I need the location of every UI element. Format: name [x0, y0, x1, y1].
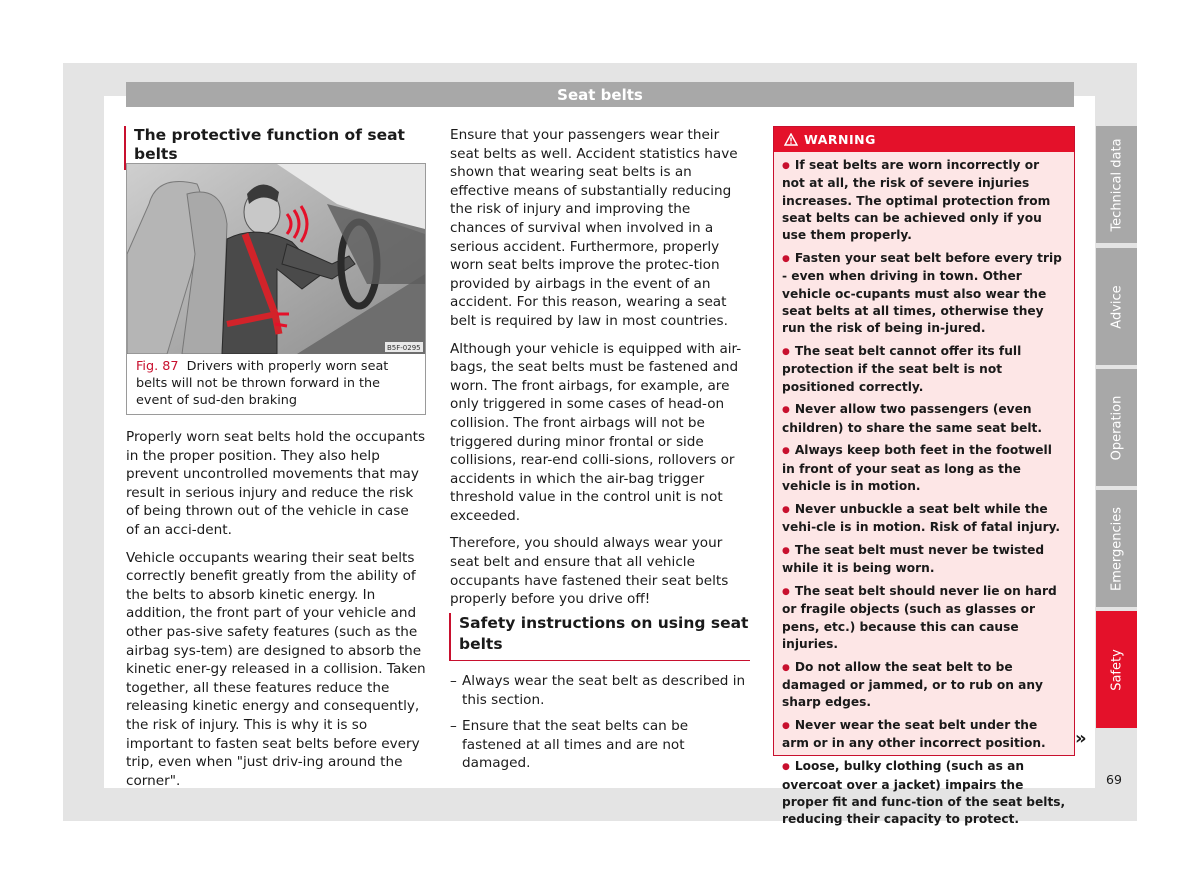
figure-number: Fig. 87: [136, 359, 179, 374]
warning-header: [774, 127, 1074, 152]
tab-emergencies[interactable]: Emergencies: [1096, 490, 1137, 607]
figure-code: B5F-0295: [387, 344, 421, 352]
warning-item: ● The seat belt cannot offer its full protection if the seat belt is not positioned correctly.: [782, 343, 1066, 396]
figure-caption-text: Drivers with properly worn seat belts will not be thrown forward in the event of sud-den braking: [136, 359, 389, 408]
warning-item: ● Loose, bulky clothing (such as an overcoat over a jacket) impairs the proper fit and func-tion of the seat belts, reducing their capacity to protect.: [782, 758, 1066, 828]
section-heading-safety: Safety instructions on using seat belts: [449, 613, 750, 661]
warning-item: ● Never allow two passengers (even children) to share the same seat belt.: [782, 401, 1066, 437]
tab-safety[interactable]: Safety: [1096, 611, 1137, 728]
warning-item: ● The seat belt should never lie on hard or fragile objects (such as glasses or pens, etc.) because this can cause injuries.: [782, 583, 1066, 653]
middle-column: [450, 126, 750, 618]
safety-instructions-section: [449, 613, 750, 661]
warning-item: ● Do not allow the seat belt to be damaged or jammed, or to rub on any sharp edges.: [782, 659, 1066, 712]
list-item: – Ensure that the seat belts can be fastened at all times and are not damaged.: [450, 717, 750, 773]
warning-triangle-icon: [784, 129, 798, 155]
warning-item: ● If seat belts are worn incorrectly or not at all, the risk of severe injuries increases. The optimal protection from seat belts can be achieved only if you use them properly.: [782, 157, 1066, 244]
warning-box: [773, 126, 1075, 827]
paragraph: Ensure that your passengers wear their seat belts as well. Accident statistics have shown that wearing seat belts is an effective means of substantially reducing the risk of injury and improving the chances of survival when involved in a serious accident. Furthermore, properly worn seat belts improve the protec-tion provided by airbags in the event of an accident. For this reason, wearing a seat belt is required by law in most countries.: [450, 127, 738, 329]
warning-item: ● The seat belt must never be twisted while it is being worn.: [782, 542, 1066, 578]
warning-item: ● Never wear the seat belt under the arm or in any other incorrect position.: [782, 717, 1066, 753]
warning-title: WARNING: [804, 132, 876, 147]
paragraph: Although your vehicle is equipped with air-bags, the seat belts must be fastened and worn. The front airbags, for example, are only triggered in some cases of head-on collision. The front airbags will not be triggered during minor frontal or side collisions, rear-end colli-sions, rollovers or accidents in which the air-bag trigger threshold value in the control unit is not exceeded.: [450, 340, 742, 524]
tab-operation[interactable]: Operation: [1096, 369, 1137, 486]
warning-list: [774, 152, 1074, 828]
driver-seatbelt-illustration: [127, 164, 425, 354]
figure-caption: [127, 354, 425, 409]
page-header: Seat belts: [126, 82, 1074, 107]
list-item: – Always wear the seat belt as described in this section.: [450, 672, 750, 709]
left-body: [126, 428, 426, 799]
paragraph: Vehicle occupants wearing their seat belts correctly benefit greatly from the ability of the belts to absorb kinetic energy. In addition, the front part of your vehicle and other pas-sive safety features (such as the airbag sys-tem) are designed to absorb the kinetic ener-gy released in a collision. Taken together, all these features reduce the releasing kinetic energy and consequently, the risk of injury. This is why it is so important to fasten seat belts before every trip, even when "just driv-ing around the corner".: [126, 549, 426, 789]
paragraph: Therefore, you should always wear your seat belt and ensure that all vehicle occupants have fastened their seat belts properly before you drive off!: [450, 535, 729, 608]
tab-advice[interactable]: Advice: [1096, 248, 1137, 365]
instruction-list: [450, 672, 750, 773]
figure-87: [126, 163, 426, 415]
tab-technical-data[interactable]: Technical data: [1096, 126, 1137, 243]
continued-icon: »: [1075, 728, 1087, 749]
paragraph: Properly worn seat belts hold the occupants in the proper position. They also help prevent uncontrolled movements that may result in serious injury and reduce the risk of being thrown out of the vehicle in case of an acci-dent.: [126, 429, 426, 538]
warning-item: ● Always keep both feet in the footwell in front of your seat as long as the vehicle is in motion.: [782, 442, 1066, 495]
section-heading: The protective function of seat belts: [124, 126, 426, 170]
warning-item: ● Never unbuckle a seat belt while the vehi-cle is in motion. Risk of fatal injury.: [782, 501, 1066, 537]
page-number: 69: [1106, 772, 1122, 787]
warning-item: ● Fasten your seat belt before every trip - even when driving in town. Other vehicle oc-cupants must also wear the seat belts at all times, otherwise they run the risk of being in-jured.: [782, 250, 1066, 337]
instruction-list-wrap: [450, 672, 750, 781]
